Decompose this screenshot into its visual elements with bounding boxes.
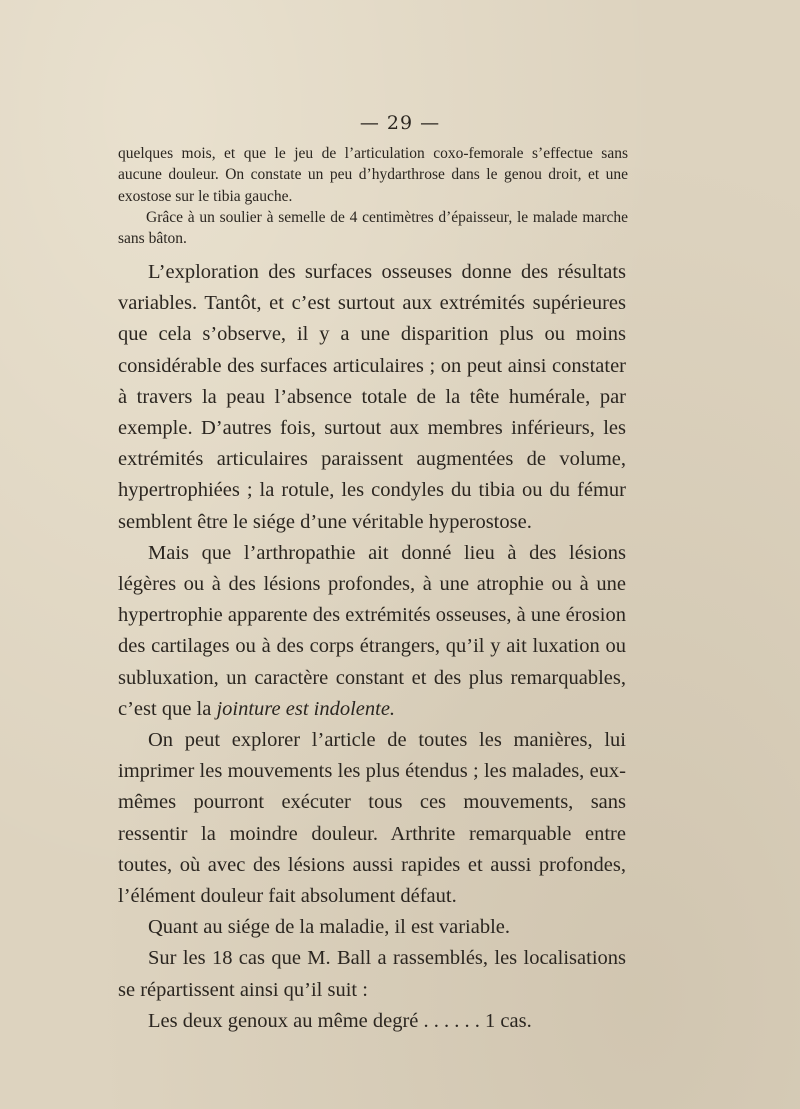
paragraph-cas: Sur les 18 cas que M. Ball a rassemblés, les localisations se répartissent ainsi qu’il suit :: [118, 947, 626, 1001]
paragraph-arthropathie-text: Mais que l’arthropathie ait donné lieu à des lésions légères ou à des lésions profondes, à une atrophie ou à une hypertrophie apparente des extrémités osseuses, à une érosion des cartilages ou à des corps étrangers, qu’il y ait luxation ou subluxation, un caractère constant et des plus remarquables, c’est que la: [118, 541, 626, 720]
main-text: [118, 257, 626, 1037]
tally-value: 1 cas.: [485, 1009, 532, 1032]
italic-phrase: jointure est indolente.: [216, 697, 396, 720]
paragraph-siege: Quant au siége de la maladie, il est variable.: [148, 916, 511, 939]
paragraph-exploration: L’exploration des surfaces osseuses donne des résultats variables. Tantôt, et c’est surtout aux extrémités supérieures que cela s’observe, il y a une disparition plus ou moins considérable des surfaces articulaires ; on peut ainsi constater à travers la peau l’absence totale de la tête humérale, par exemple. D’autres fois, surtout aux membres inférieurs, les extrémités articulaires paraissent augmentées de volume, hypertrophiées ; la rotule, les condyles du tibia ou du fémur semblent être le siége d’une véritable hyperostose.: [118, 261, 626, 533]
tally-line: [118, 1006, 626, 1037]
paragraph-arthropathie: [118, 538, 626, 725]
footnote-block: [118, 143, 628, 249]
tally-label: Les deux genoux au même degré . . . . . .: [148, 1009, 480, 1032]
page-number: — 29 —: [359, 112, 441, 134]
note-paragraph-1: quelques mois, et que le jeu de l’articulation coxo-femorale s’effectue sans aucune douleur. On constate un peu d’hydarthrose dans le genou droit, et une exostose sur le tibia gauche.: [118, 145, 628, 205]
paragraph-explorer: On peut explorer l’article de toutes les manières, lui imprimer les mouvements les plus étendus ; les malades, eux-mêmes pourront exécuter tous ces mouvements, sans ressentir la moindre douleur. Arthrite remarquable entre toutes, où avec des lésions aussi rapides et aussi profondes, l’élément douleur fait absolument défaut.: [118, 729, 626, 908]
note-paragraph-2: Grâce à un soulier à semelle de 4 centimètres d’épaisseur, le malade marche sans bâton.: [118, 208, 628, 248]
